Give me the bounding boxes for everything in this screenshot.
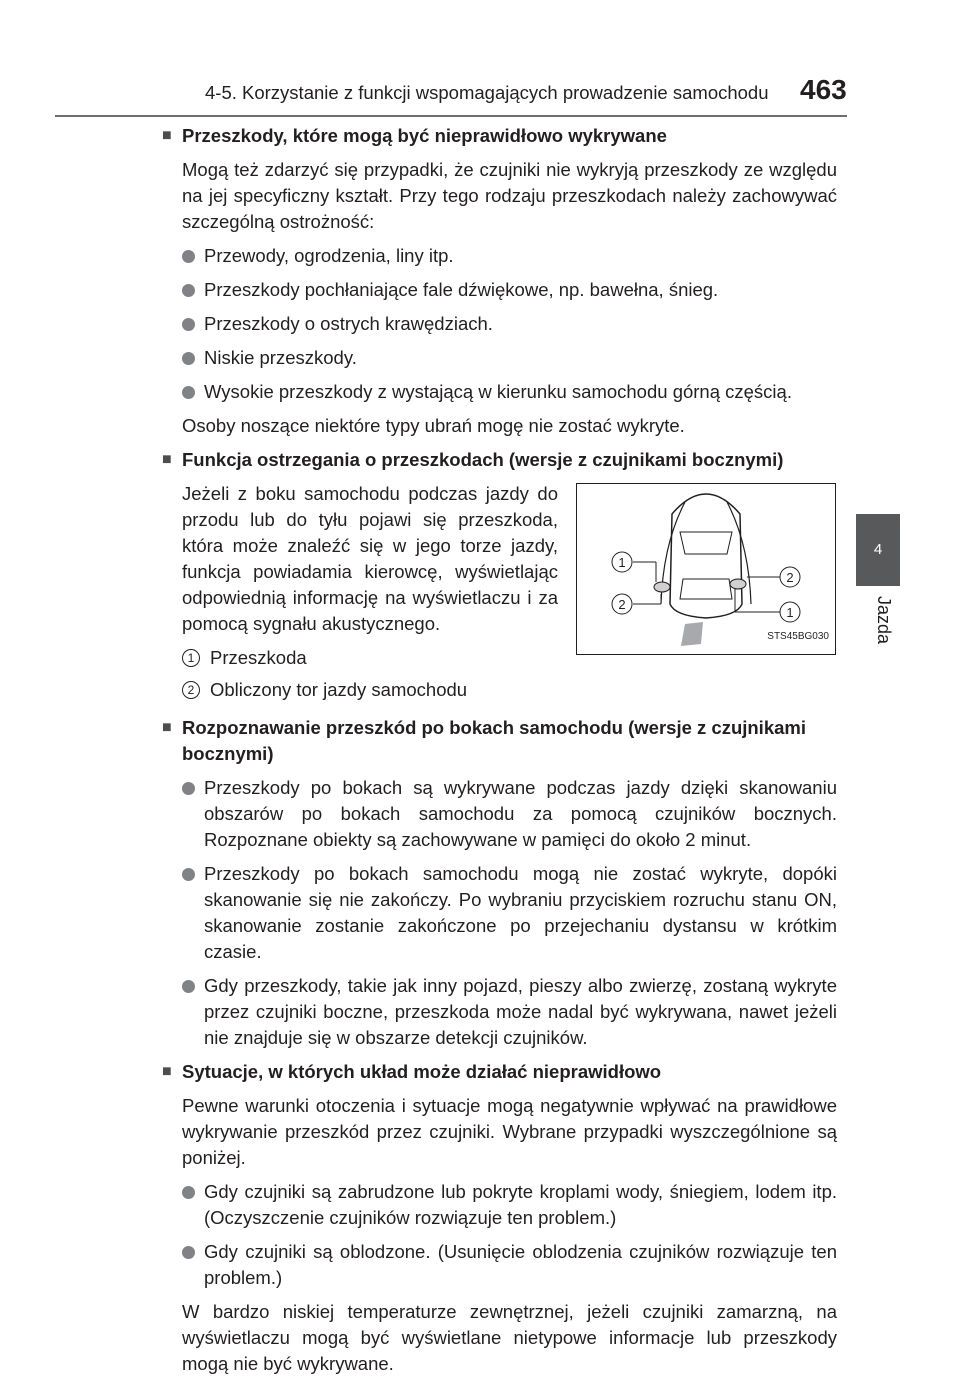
- list-item: Niskie przeszkody.: [182, 345, 837, 371]
- paragraph: W bardzo niskiej temperaturze zewnętrznej, jeżeli czujniki zamarzną, na wyświetlaczu mogą być wyświetlane nietypowe informacje lub przeszkody mogą nie być wykrywane.: [182, 1301, 837, 1374]
- page-content: [162, 123, 837, 1385]
- list-item: Przeszkody po bokach samochodu mogą nie zostać wykryte, dopóki skanowanie się nie zakończy. Po wybraniu przyciskiem rozruchu stanu ON, skanowanie zostanie zakończone po przejechaniu dystansu w krótkim czasie.: [182, 861, 837, 965]
- svg-text:2: 2: [618, 597, 626, 612]
- section-misdetected-obstacles: [162, 123, 837, 439]
- chapter-tab-label: Jazda: [874, 596, 894, 645]
- bullet-icon: [182, 386, 195, 399]
- section-side-recognition: [162, 715, 837, 1051]
- list-item: Przeszkody po bokach są wykrywane podczas jazdy dzięki skanowaniu obszarów po bokach samochodu za pomocą czujników bocznych. Rozpoznane obiekty są zachowywane w pamięci do około 2 minut.: [182, 775, 837, 853]
- paragraph: Mogą też zdarzyć się przypadki, że czujniki nie wykryją przeszkody ze względu na jej specyficzny kształt. Przy tego rodzaju przeszkodach należy zachowywać szczególną ostrożność:: [182, 159, 837, 232]
- header-rule: [55, 115, 847, 117]
- list-item: Gdy przeszkody, takie jak inny pojazd, pieszy albo zwierzę, zostaną wykryte przez czujniki boczne, przeszkoda może nadal być wykrywana, nawet jeżeli nie znajduje się w obszarze detekcji czujników.: [182, 973, 837, 1051]
- chapter-tab[interactable]: 4: [856, 514, 900, 586]
- svg-text:1: 1: [618, 555, 626, 570]
- section-title: ■ Sytuacje, w których układ może działać nieprawidłowo: [182, 1059, 837, 1085]
- bullet-icon: [182, 352, 195, 365]
- section-title: ■ Rozpoznawanie przeszkód po bokach samochodu (wersje z czujnikami bocznymi): [182, 715, 837, 767]
- paragraph: Pewne warunki otoczenia i sytuacje mogą negatywnie wpływać na prawidłowe wykrywanie przeszkód przez czujniki. Wybrane przypadki wyszczególnione są poniżej.: [182, 1095, 837, 1168]
- bullet-icon: [182, 782, 195, 795]
- bullet-icon: [182, 868, 195, 881]
- bullet-icon: [182, 1186, 195, 1199]
- paragraph: Jeżeli z boku samochodu podczas jazdy do przodu lub do tyłu pojawi się przeszkoda, która może znaleźć się w jego torze jazdy, funkcja powiadamia kierowcę, wyświetlając odpowiednią informację na wyświetlaczu i za pomocą sygnału akustycznego.: [182, 483, 558, 634]
- bullet-icon: [182, 284, 195, 297]
- list-item: Przeszkody o ostrych krawędziach.: [182, 311, 837, 337]
- bullet-icon: [182, 980, 195, 993]
- number-2-icon: 2: [182, 681, 200, 699]
- legend-item-path: 2 Obliczony tor jazdy samochodu: [182, 677, 558, 703]
- page-number: 463: [800, 74, 847, 105]
- paragraph: Osoby noszące niektóre typy ubrań mogę nie zostać wykryte.: [182, 415, 685, 436]
- svg-text:1: 1: [786, 605, 794, 620]
- chapter-header: 4-5. Korzystanie z funkcji wspomagających prowadzenie samochodu: [205, 82, 769, 103]
- bullet-icon: [182, 1246, 195, 1259]
- bullet-icon: [182, 318, 195, 331]
- section-obstacle-warning: [162, 447, 837, 709]
- list-item: Wysokie przeszkody z wystającą w kierunku samochodu górną częścią.: [182, 379, 837, 405]
- section-title: ■ Funkcja ostrzegania o przeszkodach (wersje z czujnikami bocznymi): [182, 447, 837, 473]
- number-1-icon: 1: [182, 649, 200, 667]
- list-item: Przewody, ogrodzenia, liny itp.: [182, 243, 837, 269]
- section-malfunction-situations: [162, 1059, 837, 1377]
- legend-item-obstacle: 1 Przeszkoda: [182, 645, 558, 671]
- list-item: Przeszkody pochłaniające fale dźwiękowe, np. bawełna, śnieg.: [182, 277, 837, 303]
- section-title: ■ Przeszkody, które mogą być nieprawidłowo wykrywane: [182, 123, 837, 149]
- car-sensor-diagram: [576, 483, 836, 655]
- list-item: Gdy czujniki są oblodzone. (Usunięcie oblodzenia czujników rozwiązuje ten problem.): [182, 1239, 837, 1291]
- figure-code: STS45BG030: [767, 631, 829, 642]
- bullet-icon: [182, 250, 195, 263]
- svg-text:2: 2: [786, 570, 794, 585]
- list-item: Gdy czujniki są zabrudzone lub pokryte kroplami wody, śniegiem, lodem itp. (Oczyszczenie czujników rozwiązuje ten problem.): [182, 1179, 837, 1231]
